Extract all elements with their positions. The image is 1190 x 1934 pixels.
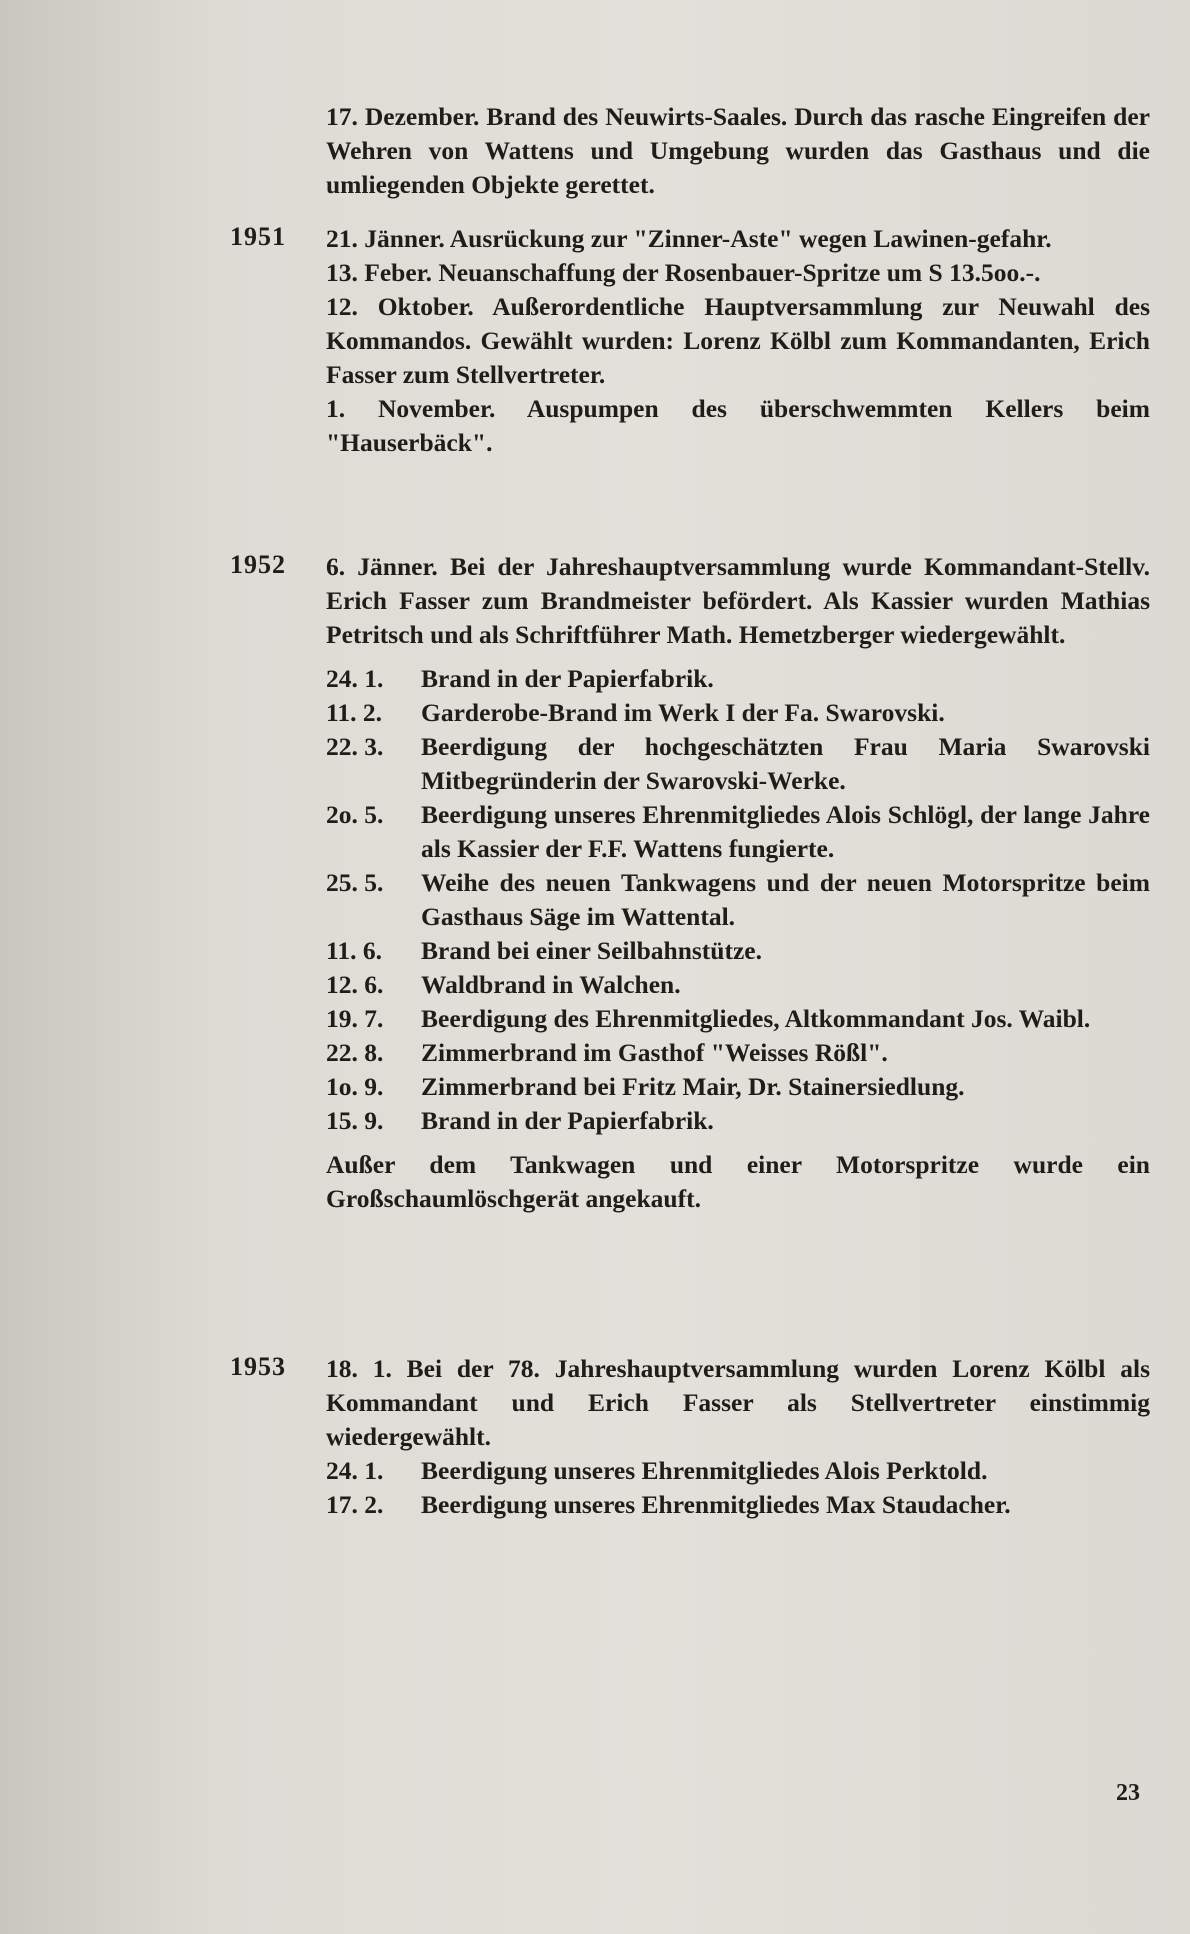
year-label: 1953 bbox=[230, 1352, 286, 1381]
block-content bbox=[326, 222, 1150, 460]
dated-entry bbox=[326, 798, 1150, 866]
dated-entry bbox=[326, 1036, 1150, 1070]
entry-text: Beerdigung unseres Ehrenmitgliedes Alois Schlögl, der lange Jahre als Kassier der F.F. Wattens fungierte. bbox=[421, 800, 1150, 863]
dated-entry bbox=[326, 1070, 1150, 1104]
chronicle-block-1952 bbox=[230, 550, 1150, 1216]
entry-paragraph: 1. November. Auspumpen des überschwemmten Kellers beim "Hauserbäck". bbox=[326, 394, 1150, 457]
block-content bbox=[326, 100, 1150, 202]
entry-date: 1o. 9. bbox=[326, 1072, 384, 1101]
chronicle-block-1951 bbox=[230, 222, 1150, 460]
entry-text: Brand in der Papierfabrik. bbox=[421, 1106, 714, 1135]
year-label: 1952 bbox=[230, 550, 286, 579]
dated-entry bbox=[326, 1002, 1150, 1036]
entry-text: Beerdigung unseres Ehrenmitgliedes Alois Perktold. bbox=[421, 1456, 988, 1485]
entry-date: 11. 6. bbox=[326, 936, 382, 965]
entry-paragraph: 21. Jänner. Ausrückung zur "Zinner-Aste" wegen Lawinen-gefahr. bbox=[326, 224, 1052, 253]
chronicle-block-1950 bbox=[230, 100, 1150, 202]
block-content bbox=[326, 1352, 1150, 1522]
intro-paragraph: 6. Jänner. Bei der Jahreshauptversammlung wurde Kommandant-Stellv. Erich Fasser zum Brandmeister befördert. Als Kassier wurden Mathias Petritsch und als Schriftführer Math. Hemetzberger wiedergewählt. bbox=[326, 552, 1150, 649]
entry-text: Waldbrand in Walchen. bbox=[421, 970, 681, 999]
entry-paragraph: 13. Feber. Neuanschaffung der Rosenbauer-Spritze um S 13.5oo.-. bbox=[326, 258, 1041, 287]
entry-text: Beerdigung des Ehrenmitgliedes, Altkommandant Jos. Waibl. bbox=[421, 1004, 1091, 1033]
entry-text: Zimmerbrand im Gasthof "Weisses Rößl". bbox=[421, 1038, 888, 1067]
entry-text: Brand bei einer Seilbahnstütze. bbox=[421, 936, 762, 965]
dated-entry bbox=[326, 730, 1150, 798]
dated-entry bbox=[326, 1454, 1150, 1488]
intro-paragraph: 18. 1. Bei der 78. Jahreshauptversammlung wurden Lorenz Kölbl als Kommandant und Erich Fasser als Stellvertreter einstimmig wiedergewählt. bbox=[326, 1354, 1150, 1451]
entry-text: Zimmerbrand bei Fritz Mair, Dr. Stainersiedlung. bbox=[421, 1072, 965, 1101]
chronicle-block-1953 bbox=[230, 1352, 1150, 1522]
closing-paragraph: Außer dem Tankwagen und einer Motorspritze wurde ein Großschaumlöschgerät angekauft. bbox=[326, 1150, 1150, 1213]
year-label: 1951 bbox=[230, 222, 286, 251]
entry-text: Beerdigung der hochgeschätzten Frau Maria Swarovski Mitbegründerin der Swarovski-Werke. bbox=[421, 732, 1150, 795]
page-number: 23 bbox=[1116, 1780, 1140, 1806]
entry-date: 15. 9. bbox=[326, 1106, 384, 1135]
block-content bbox=[326, 550, 1150, 1216]
dated-entry bbox=[326, 696, 1150, 730]
entry-date: 25. 5. bbox=[326, 868, 384, 897]
dated-entry bbox=[326, 662, 1150, 696]
entry-paragraph: 17. Dezember. Brand des Neuwirts-Saales. Durch das rasche Eingreifen der Wehren von Wattens und Umgebung wurden das Gasthaus und die umliegenden Objekte gerettet. bbox=[326, 102, 1150, 199]
entry-date: 19. 7. bbox=[326, 1004, 384, 1033]
dated-entry bbox=[326, 968, 1150, 1002]
entry-text: Weihe des neuen Tankwagens und der neuen Motorspritze beim Gasthaus Säge im Wattental. bbox=[421, 868, 1150, 931]
entry-text: Garderobe-Brand im Werk I der Fa. Swarovski. bbox=[421, 698, 945, 727]
entry-date: 22. 8. bbox=[326, 1038, 384, 1067]
entry-date: 12. 6. bbox=[326, 970, 384, 999]
entry-date: 24. 1. bbox=[326, 1456, 384, 1485]
entry-date: 22. 3. bbox=[326, 732, 384, 761]
dated-entry bbox=[326, 934, 1150, 968]
entry-paragraph: 12. Oktober. Außerordentliche Hauptversammlung zur Neuwahl des Kommandos. Gewählt wurden: Lorenz Kölbl zum Kommandanten, Erich Fasser zum Stellvertreter. bbox=[326, 292, 1150, 389]
entry-text: Beerdigung unseres Ehrenmitgliedes Max Staudacher. bbox=[421, 1490, 1011, 1519]
entry-date: 24. 1. bbox=[326, 664, 384, 693]
dated-entry bbox=[326, 1104, 1150, 1138]
dated-entry bbox=[326, 866, 1150, 934]
entry-text: Brand in der Papierfabrik. bbox=[421, 664, 714, 693]
dated-entry bbox=[326, 1488, 1150, 1522]
entry-date: 11. 2. bbox=[326, 698, 382, 727]
entry-date: 2o. 5. bbox=[326, 800, 384, 829]
entry-date: 17. 2. bbox=[326, 1490, 384, 1519]
